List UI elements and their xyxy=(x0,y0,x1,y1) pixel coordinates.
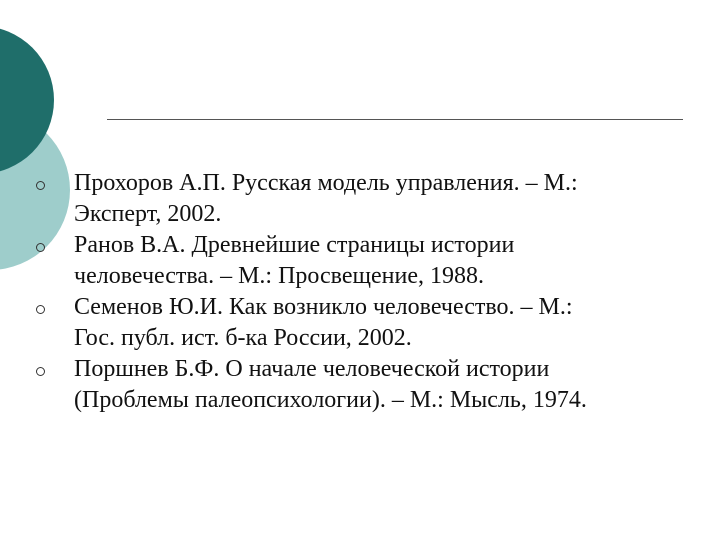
reference-line-1: Прохоров А.П. Русская модель управления. – М.: xyxy=(74,170,578,196)
reference-line-2: Эксперт, 2002. xyxy=(74,201,222,227)
reference-line-2: человечества. – М.: Просвещение, 1988. xyxy=(74,263,484,289)
horizontal-divider xyxy=(107,119,683,120)
reference-item xyxy=(36,292,696,354)
reference-line-1: Семенов Ю.И. Как возникло человечество. – М.: xyxy=(74,294,573,320)
reference-list xyxy=(36,168,696,416)
circle-bullet-icon xyxy=(36,367,45,376)
reference-line-1: Ранов В.А. Древнейшие страницы истории xyxy=(74,232,515,258)
reference-line-1: Поршнев Б.Ф. О начале человеческой истории xyxy=(74,356,550,382)
circle-bullet-icon xyxy=(36,243,45,252)
circle-bullet-icon xyxy=(36,305,45,314)
reference-line-2: Гос. публ. ист. б-ка России, 2002. xyxy=(74,325,412,351)
circle-bullet-icon xyxy=(36,181,45,190)
reference-item xyxy=(36,230,696,292)
reference-item xyxy=(36,168,696,230)
reference-line-2: (Проблемы палеопсихологии). – М.: Мысль, 1974. xyxy=(74,387,587,413)
reference-item xyxy=(36,354,696,416)
